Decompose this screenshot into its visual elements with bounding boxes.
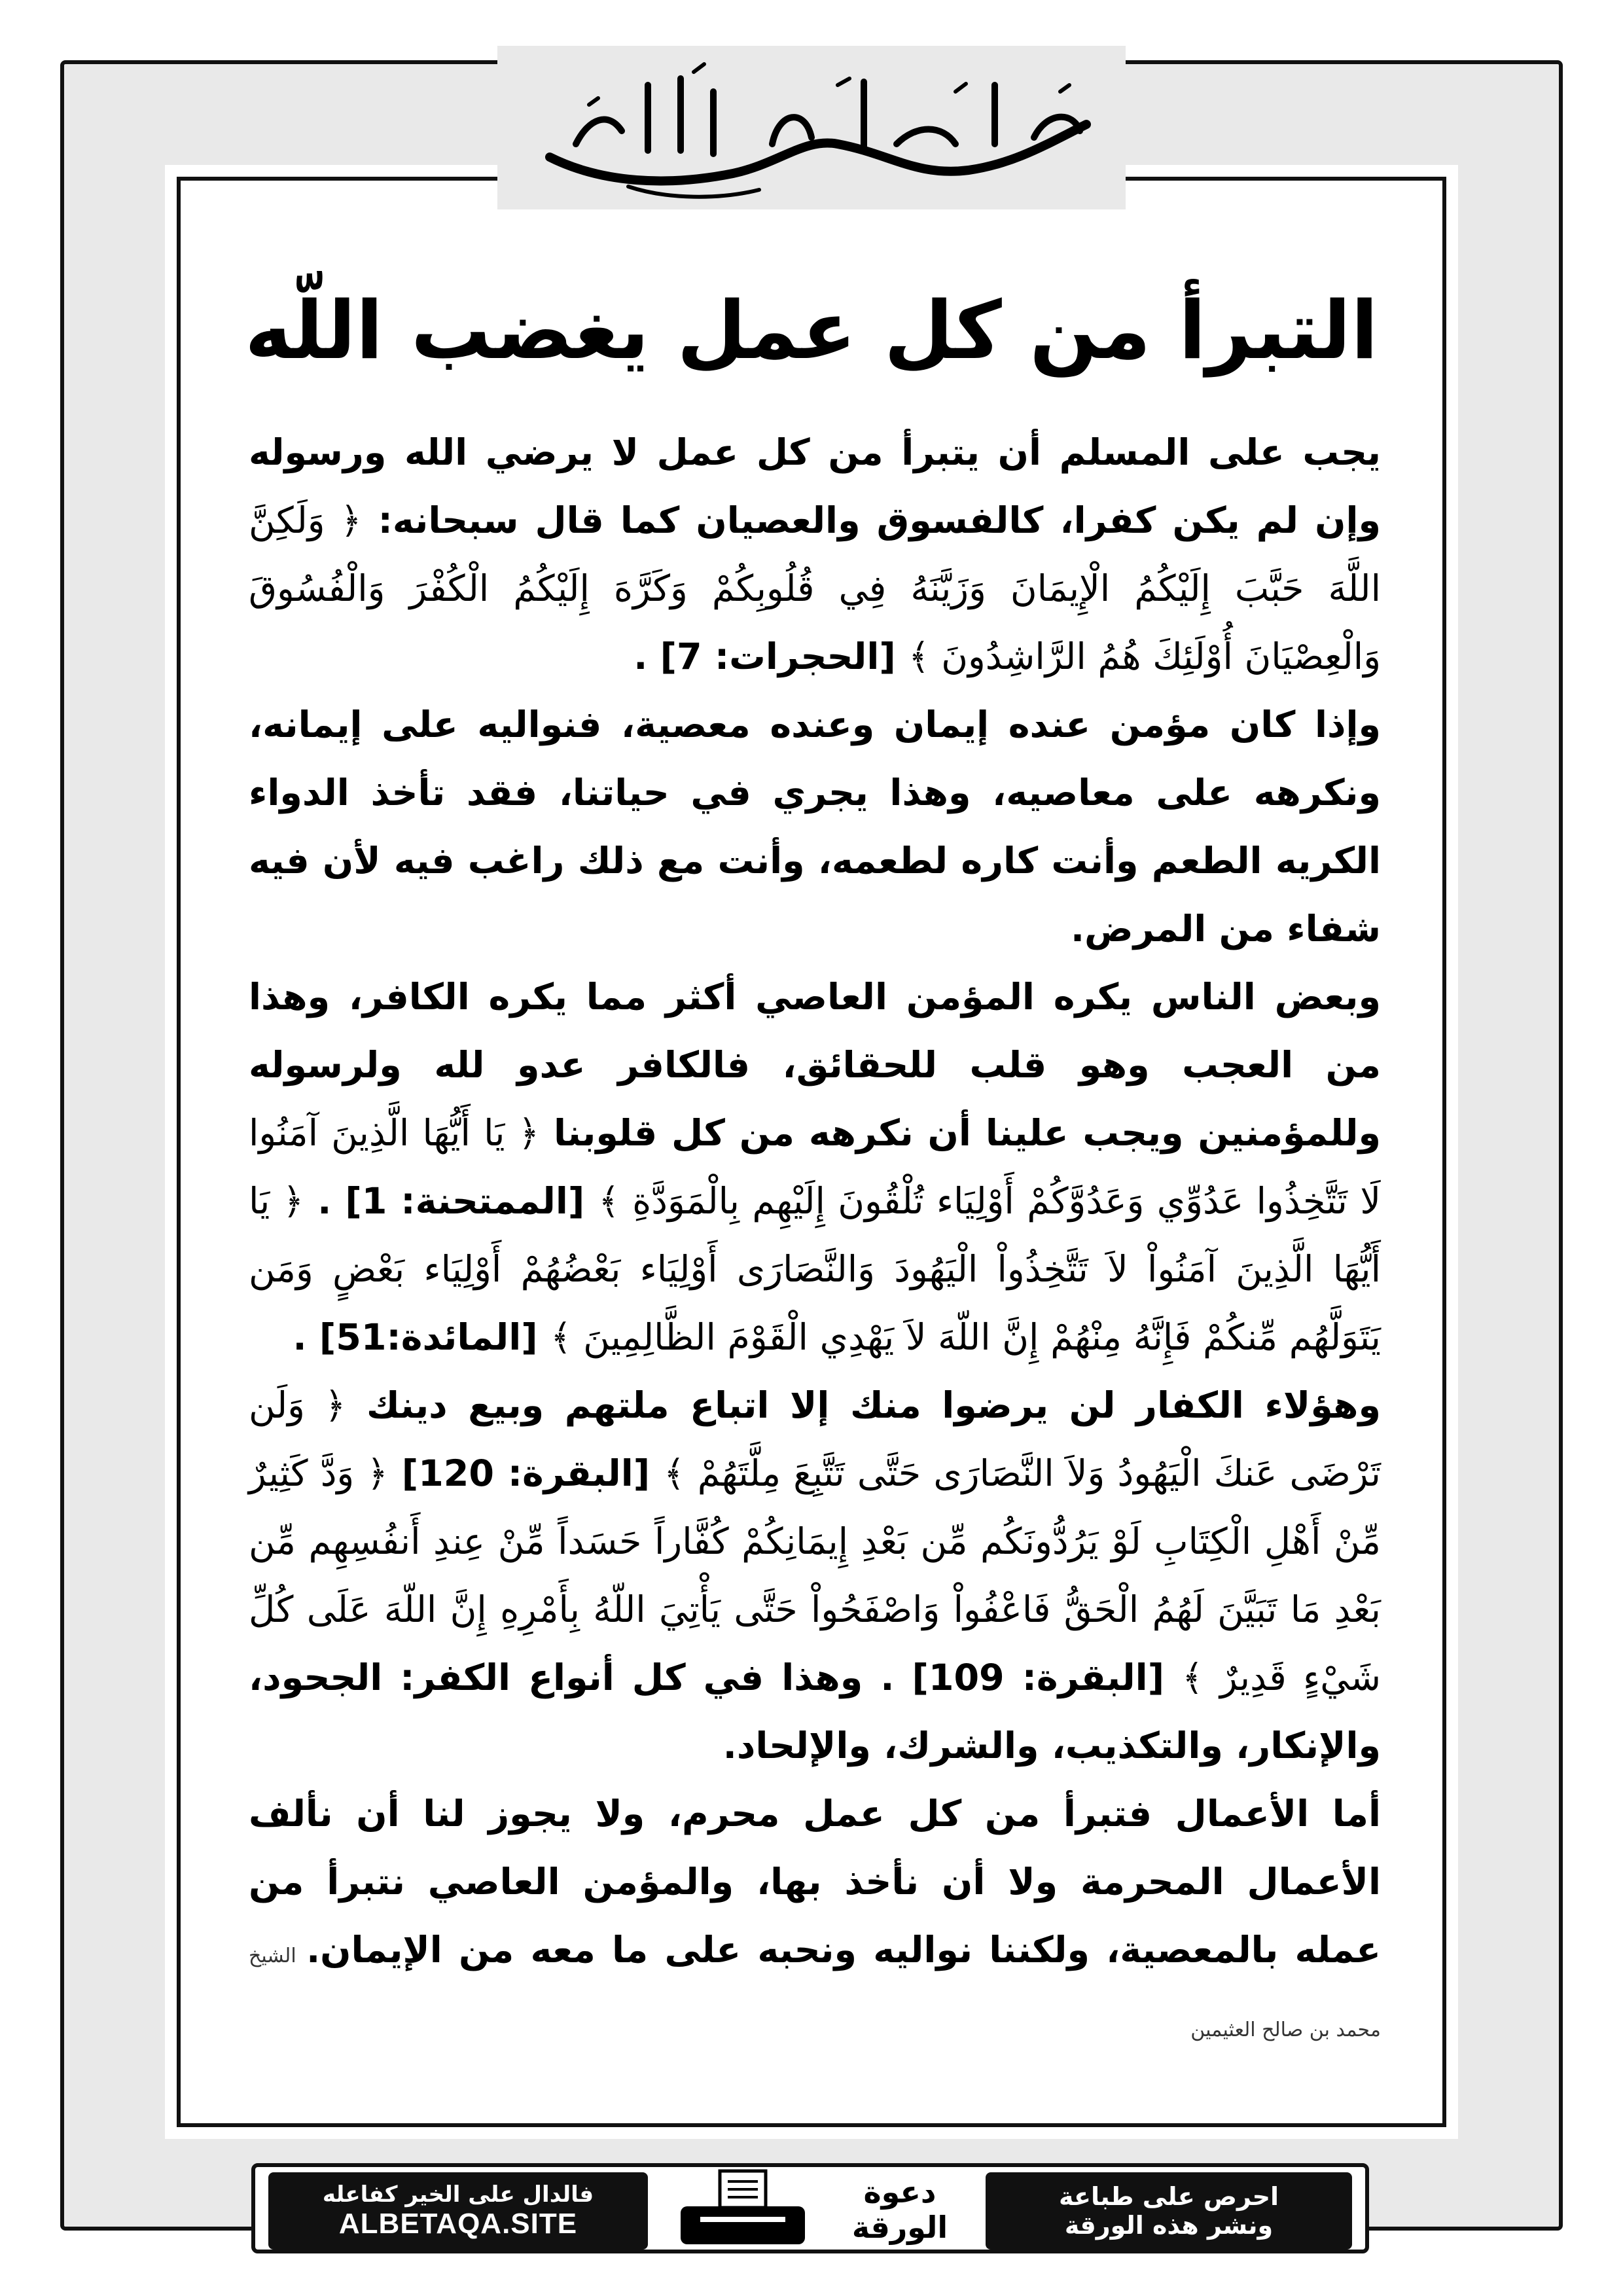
print-reminder-banner	[986, 2172, 1352, 2250]
paragraph-3	[249, 963, 1381, 1372]
print-reminder-line-2: ونشر هذه الورقة	[1064, 2211, 1274, 2240]
verse-reference: [المائدة:51] .	[293, 1316, 550, 1359]
page-title: التبرأ من كل عمل يغضب اللّه	[245, 284, 1378, 377]
verse-reference: [الممتحنة: 1] .	[317, 1180, 599, 1223]
logo-line-2: الورقة	[851, 2210, 948, 2245]
paragraph-2: وإذا كان مؤمن عنده إيمان وعنده معصية، فنواليه على إيمانه، ونكرهه على معاصيه، وهذا يجري في حياتنا، فقد تأخذ الدواء الكريه الطعم وأنت كاره لطعمه، وأنت مع ذلك راغب فيه لأن فيه شفاء من المرض.	[249, 704, 1381, 950]
verse-reference: [البقرة: 120]	[387, 1452, 664, 1495]
verse-reference: [البقرة: 109] . وهذا في كل أنواع الكفر: الجحود، والإنكار، والتكذيب، والشرك، والإلحاد.	[249, 1657, 1381, 1767]
paragraph-text: أما الأعمال فتبرأ من كل عمل محرم، ولا يجوز لنا أن نألف الأعمال المحرمة ولا أن نأخذ بها، والمؤمن العاصي نتبرأ من عمله بالمعصية، ولكننا نواليه ونحبه على ما معه من الإيمان.	[249, 1793, 1381, 1971]
quran-verse: ﴿ وَلَن تَرْضَى عَنكَ الْيَهُودُ وَلاَ النَّصَارَى حَتَّى تَتَّبِعَ مِلَّتَهُمْ ﴾	[249, 1384, 1381, 1495]
basmala-calligraphy	[497, 46, 1126, 209]
print-reminder-line-1: احرص على طباعة	[1058, 2182, 1279, 2211]
paragraph-5	[249, 1780, 1381, 2064]
paragraph-1	[249, 419, 1381, 691]
paragraph-text: يجب على المسلم أن يتبرأ من كل عمل لا يرضي الله ورسوله وإن لم يكن كفرا، كالفسوق والعصيان كما قال سبحانه:	[249, 431, 1381, 542]
source-attribution: الشيخ محمد بن صالح العثيمين	[249, 1945, 1381, 2041]
website-url[interactable]: ALBETAQA.SITE	[338, 2208, 578, 2240]
basmala-calligraphy-image	[497, 46, 1126, 209]
paragraph-4	[249, 1372, 1381, 1780]
website-slogan: فالدال على الخير كفاعله	[322, 2181, 594, 2208]
quran-verse: ﴿ وَدَّ كَثِيرٌ مِّنْ أَهْلِ الْكِتَابِ لَوْ يَرُدُّونَكُم مِّن بَعْدِ إِيمَانِكُمْ كُفَّاراً حَسَداً مِّنْ عِندِ أَنفُسِهِم مِّن بَعْدِ مَا تَبَيَّنَ لَهُمُ الْحَقُّ فَاعْفُواْ وَاصْفَحُواْ حَتَّى يَأْتِيَ اللّهُ بِأَمْرِهِ إِنَّ اللّهَ عَلَى كُلِّ شَيْءٍ قَدِيرٌ ﴾	[249, 1452, 1381, 1699]
quran-verse: ﴿ يَا أَيُّهَا الَّذِينَ آمَنُوا لَا تَتَّخِذُوا عَدُوِّي وَعَدُوَّكُمْ أَوْلِيَاء تُلْقُونَ إِلَيْهِم بِالْمَوَدَّةِ ﴾	[249, 1112, 1381, 1223]
quran-verse: ﴿ يَا أَيُّهَا الَّذِينَ آمَنُواْ لاَ تَتَّخِذُواْ الْيَهُودَ وَالنَّصَارَى أَوْلِيَاء بَعْضُهُمْ أَوْلِيَاء بَعْضٍ وَمَن يَتَوَلَّهُم مِّنكُمْ فَإِنَّهُ مِنْهُمْ إِنَّ اللّهَ لاَ يَهْدِي الْقَوْمَ الظَّالِمِينَ ﴾	[249, 1180, 1381, 1359]
logo-line-1: دعوة	[863, 2174, 936, 2210]
website-banner[interactable]	[268, 2172, 648, 2250]
quran-verse: ﴿ وَلَكِنَّ اللَّهَ حَبَّبَ إِلَيْكُمُ الْإِيمَانَ وَزَيَّنَهُ فِي قُلُوبِكُمْ وَكَرَّهَ إِلَيْكُمُ الْكُفْرَ وَالْفُسُوقَ وَالْعِصْيَانَ أُوْلَئِكَ هُمُ الرَّاشِدُونَ ﴾	[249, 499, 1381, 678]
article-body	[249, 419, 1381, 2127]
paragraph-text: وهؤلاء الكفار لن يرضوا منك إلا اتباع ملتهم وبيع دينك	[346, 1384, 1381, 1427]
verse-reference: [الحجرات: 7] .	[633, 636, 909, 678]
footer-bar	[251, 2163, 1369, 2253]
paragraph-text: وبعض الناس يكره المؤمن العاصي أكثر مما يكره الكافر، وهذا من العجب وهو قلب للحقائق، فالكافر عدو لله ولرسوله وللمؤمنين ويجب علينا أن نكرهه من كل قلوبنا	[249, 976, 1381, 1155]
printer-icon	[674, 2168, 812, 2251]
logo-mark	[844, 2168, 955, 2251]
